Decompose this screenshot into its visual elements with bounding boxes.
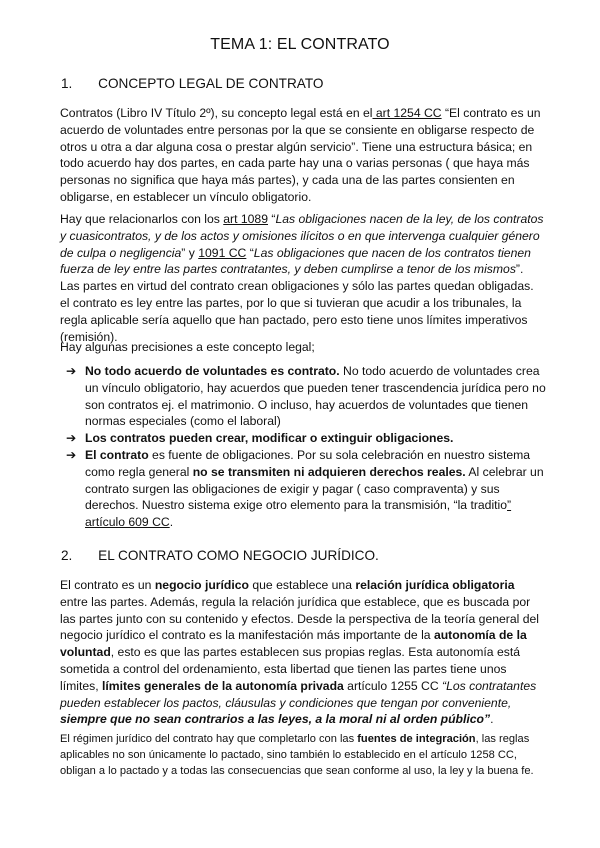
sec1-p2-text-d: “ — [246, 245, 254, 260]
limites-autonomia-bold: límites generales de la autonomía privada — [101, 678, 344, 693]
list-item — [66, 430, 546, 447]
sec1-p2-text-a: Hay que relacionarlos con los — [60, 212, 224, 226]
sec2-p1-text-f: . — [490, 712, 494, 727]
bullet-3-end: . — [169, 515, 174, 530]
bullet-3-bold: El contrato — [85, 447, 149, 462]
sec1-paragraph-3: Hay algunas precisiones a este concepto legal; — [60, 340, 315, 354]
bullet-1-bold: No todo acuerdo de voluntades es contrato. — [85, 364, 340, 378]
section-1-heading — [61, 76, 323, 91]
bullet-3-bold-2: no se transmiten ni adquieren derechos reales. — [189, 464, 466, 479]
sec1-p1-text-a: Contratos (Libro IV Título 2º), su concepto legal está en el — [60, 106, 373, 120]
sec1-paragraph-1 — [60, 105, 545, 206]
bullet-3-text-a: es fuente de obligaciones. Por su sola celebración en nuestro sistema como regla general — [85, 447, 531, 479]
art-1091-quote: Las obligaciones que nacen de los contratos tienen fuerza de ley entre las partes contratantes, y deben cumplirse a tenor de los mismos — [60, 245, 531, 277]
autonomia-voluntad-bold: autonomía de la voluntad — [60, 628, 527, 660]
negocio-juridico-bold: negocio jurídico — [154, 578, 249, 592]
sec2-p2-text-c: , las reglas aplicables no son únicamente lo pactado, sino también lo establecido en el artículo 1258 CC, obligan a lo pactado y a todas las consecuencias que sean conforme al uso, la ley y la buena fe. — [60, 733, 534, 777]
sec1-p1-text-b: “El contrato es un acuerdo de voluntades entre personas por la que se consiente en obligarse respecto de otros u otra a dar alguna cosa o prestar algún servicio”. Tiene una estructura básica; en todo acuerdo hay dos partes, en cada parte hay una o varias personas ( que haya más personas no significa que haya más partes), y cada una de las partes consienten en obligarse, en establecer un vínculo obligatorio. — [60, 106, 541, 204]
art-1089-link[interactable]: art 1089 — [223, 212, 268, 226]
sec2-p1-text-c: entre las partes. Además, regula la relación jurídica que establece, que es buscada por las partes junto con su contenido y efectos. Desde la perspectiva de la teoría general del negocio jurídico el contrato es la manifestación más importante de la — [60, 594, 539, 643]
list-item — [66, 363, 546, 430]
art-1254-link[interactable]: art 1254 CC — [372, 106, 442, 120]
sec2-p1-text-a: El contrato es un — [60, 578, 155, 592]
sec2-paragraph-2 — [60, 731, 550, 779]
fuentes-integracion-bold: fuentes de integración — [357, 733, 476, 745]
section-2-title: EL CONTRATO COMO NEGOCIO JURÍDICO. — [98, 548, 379, 563]
art-1091-link[interactable]: 1091 CC — [198, 245, 247, 260]
arrow-right-icon: ➔ — [66, 431, 77, 446]
section-1-title: CONCEPTO LEGAL DE CONTRATO — [98, 76, 324, 91]
sec2-p1-text-b: que establece una — [248, 578, 356, 592]
sec2-p2-text-a: El régimen jurídico del contrato hay que completarlo con las — [60, 733, 358, 745]
art-1255-quote: “Los contratantes pueden establecer los pactos, cláusulas y condiciones que tengan por conveniente, — [60, 678, 537, 710]
bullet-3-text-b: Al celebrar un contrato surgen las obligaciones de exigir y pagar ( caso compraventa) y sus derechos. Nuestro sistema exige otro elemento para la transmisión, “la traditio — [85, 464, 544, 513]
sec1-p2-text-e: ”. Las partes en virtud del contrato crean obligaciones y sólo las partes quedan obligadas. el contrato es ley entre las partes, por lo que si tuvieran que acudir a los tribunales, la regla aplicable sería aquello que han pactado, pero esto tiene unos límites imperativos (remisión). — [60, 262, 534, 344]
arrow-right-icon: ➔ — [66, 364, 77, 378]
sec1-p2-text-c: ” y — [181, 245, 199, 260]
list-item — [66, 447, 546, 531]
section-2-number: 2. — [61, 548, 73, 563]
relacion-juridica-bold: relación jurídica obligatoria — [355, 578, 515, 592]
section-2-heading — [61, 548, 379, 563]
sec1-p2-text-b: “ — [268, 212, 276, 226]
art-1089-quote: Las obligaciones nacen de la ley, de los contratos y cuasicontratos, y de los actos y omisiones ilícitos o en que intervenga cualquier género de culpa o negligencia — [60, 212, 544, 260]
section-1-number: 1. — [61, 76, 73, 91]
bullet-2-bold: Los contratos pueden crear, modificar o extinguir obligaciones. — [85, 431, 454, 446]
sec2-p1-text-e: artículo 1255 CC — [343, 678, 443, 693]
precisions-list — [66, 363, 546, 531]
art-609-link[interactable]: ” artículo 609 CC — [85, 498, 512, 530]
sec1-paragraph-2 — [60, 211, 545, 345]
art-1255-quote-bold: siempre que no sean contrarios a las leyes, a la moral ni al orden público” — [60, 712, 491, 727]
sec2-paragraph-1 — [60, 577, 545, 728]
sec2-p1-text-d: , esto es que las partes establecen sus propias reglas. Esta autonomía está sometida a control del ordenamiento, esta libertad que tienen las partes tiene unos límites, — [60, 645, 520, 693]
bullet-1-text: No todo acuerdo de voluntades crea un vínculo obligatorio, hay acuerdos que pueden tener trascendencia jurídica pero no son contratos ej. el matrimonio. O incluso, hay acuerdos de voluntades que tienen normas especiales (como el laboral) — [85, 364, 546, 429]
page-title: TEMA 1: EL CONTRATO — [210, 36, 390, 53]
arrow-right-icon: ➔ — [66, 447, 77, 462]
